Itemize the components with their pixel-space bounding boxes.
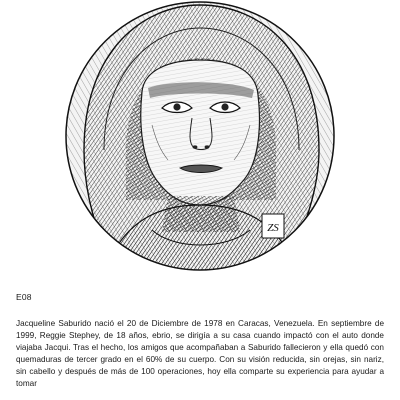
biography-paragraph: Jacqueline Saburido nació el 20 de Diciembre de 1978 en Caracas, Venezuela. En septiembre de 1999, Reggie Stephey, de 18 años, ebrio, se dirigía a su casa cuando impactó con el auto donde viajaba Jacqui. Tras el hecho, los amigos que acompañaban a Saburido fallecieron y ella quedó con quemaduras de tercer grado en el 60% de su cuerpo. Con su visión reducida, sin orejas, sin nariz, sin cabello y después de más de 100 operaciones, hoy ella comparte su experiencia para ayudar a tomar — [16, 319, 384, 389]
document-code: E08 — [16, 292, 32, 302]
artist-signature: ZS — [267, 222, 279, 234]
portrait-drawing — [64, 0, 336, 272]
portrait-illustration — [64, 0, 336, 272]
